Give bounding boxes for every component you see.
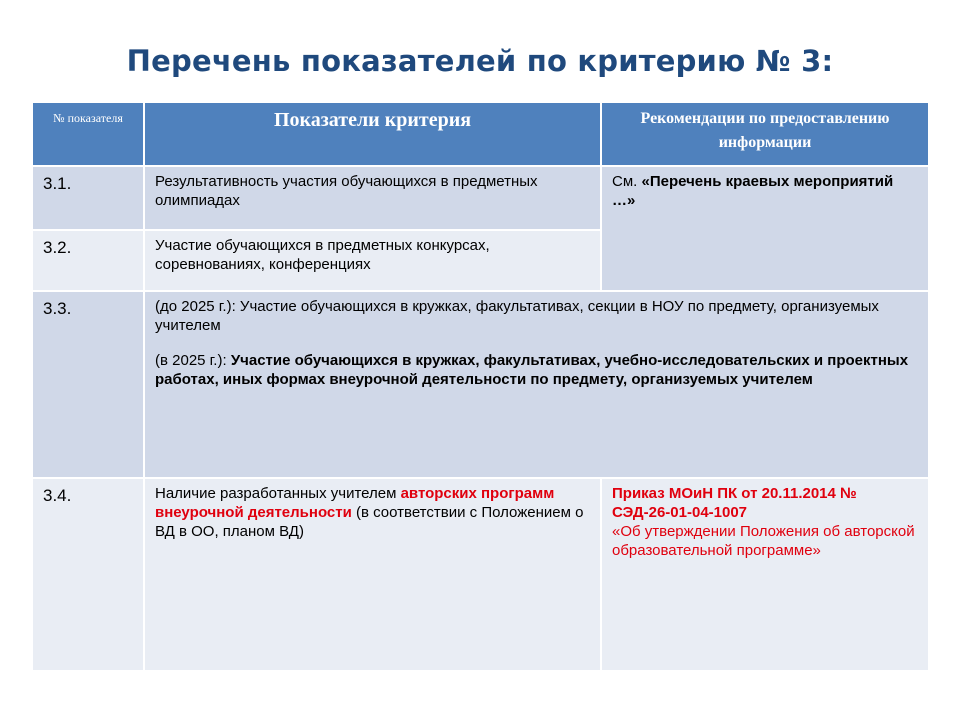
order-reference: Приказ МОиН ПК от 20.11.2014 № СЭД-26-01-04-1007 (612, 485, 857, 521)
table-row (32, 478, 929, 671)
indicator-text-before-2025: (до 2025 г.): Участие обучающихся в кружках, факультативах, секции в НОУ по предмету, организуемых учителем (155, 298, 879, 334)
indicator-text-b: (в соответствии с Положением о ВД в ОО, планом ВД) (155, 504, 584, 540)
row-recommendation (601, 166, 929, 291)
header-recommendations: Рекомендации по предоставлению информации (601, 102, 929, 166)
page-title: Перечень показателей по критерию № 3: (126, 44, 834, 78)
indicator-text-2025 (155, 351, 918, 389)
indicator-2025-bold: Участие обучающихся в кружках, факультативах, учебно-исследовательских и проектных работах, иных формах внеурочной деятельности по предмету, организуемых учителем (155, 352, 909, 388)
order-title: «Об утверждении Положения об авторской образовательной программе» (612, 523, 915, 559)
row-number: 3.3. (32, 291, 144, 478)
row-number: 3.2. (32, 230, 144, 291)
rec-prefix: См. (612, 173, 642, 190)
row-indicator (144, 291, 929, 478)
row-indicator (144, 478, 601, 671)
table-row (32, 291, 929, 478)
row-indicator: Результативность участия обучающихся в предметных олимпиадах (144, 166, 601, 230)
row-recommendation (601, 478, 929, 671)
indicator-text-a: Наличие разработанных учителем (155, 485, 401, 502)
row-number: 3.4. (32, 478, 144, 671)
table-header-row (32, 102, 929, 166)
indicator-2025-prefix: (в 2025 г.): (155, 352, 231, 369)
header-indicators: Показатели критерия (144, 102, 601, 166)
table-row (32, 166, 929, 230)
criteria-table (31, 101, 930, 672)
row-indicator: Участие обучающихся в предметных конкурсах, соревнованиях, конференциях (144, 230, 601, 291)
rec-link-text: «Перечень краевых мероприятий …» (612, 173, 894, 209)
indicator-highlight: авторских программ внеурочной деятельности (155, 485, 555, 521)
row-number: 3.1. (32, 166, 144, 230)
header-number: № показателя (32, 102, 144, 166)
